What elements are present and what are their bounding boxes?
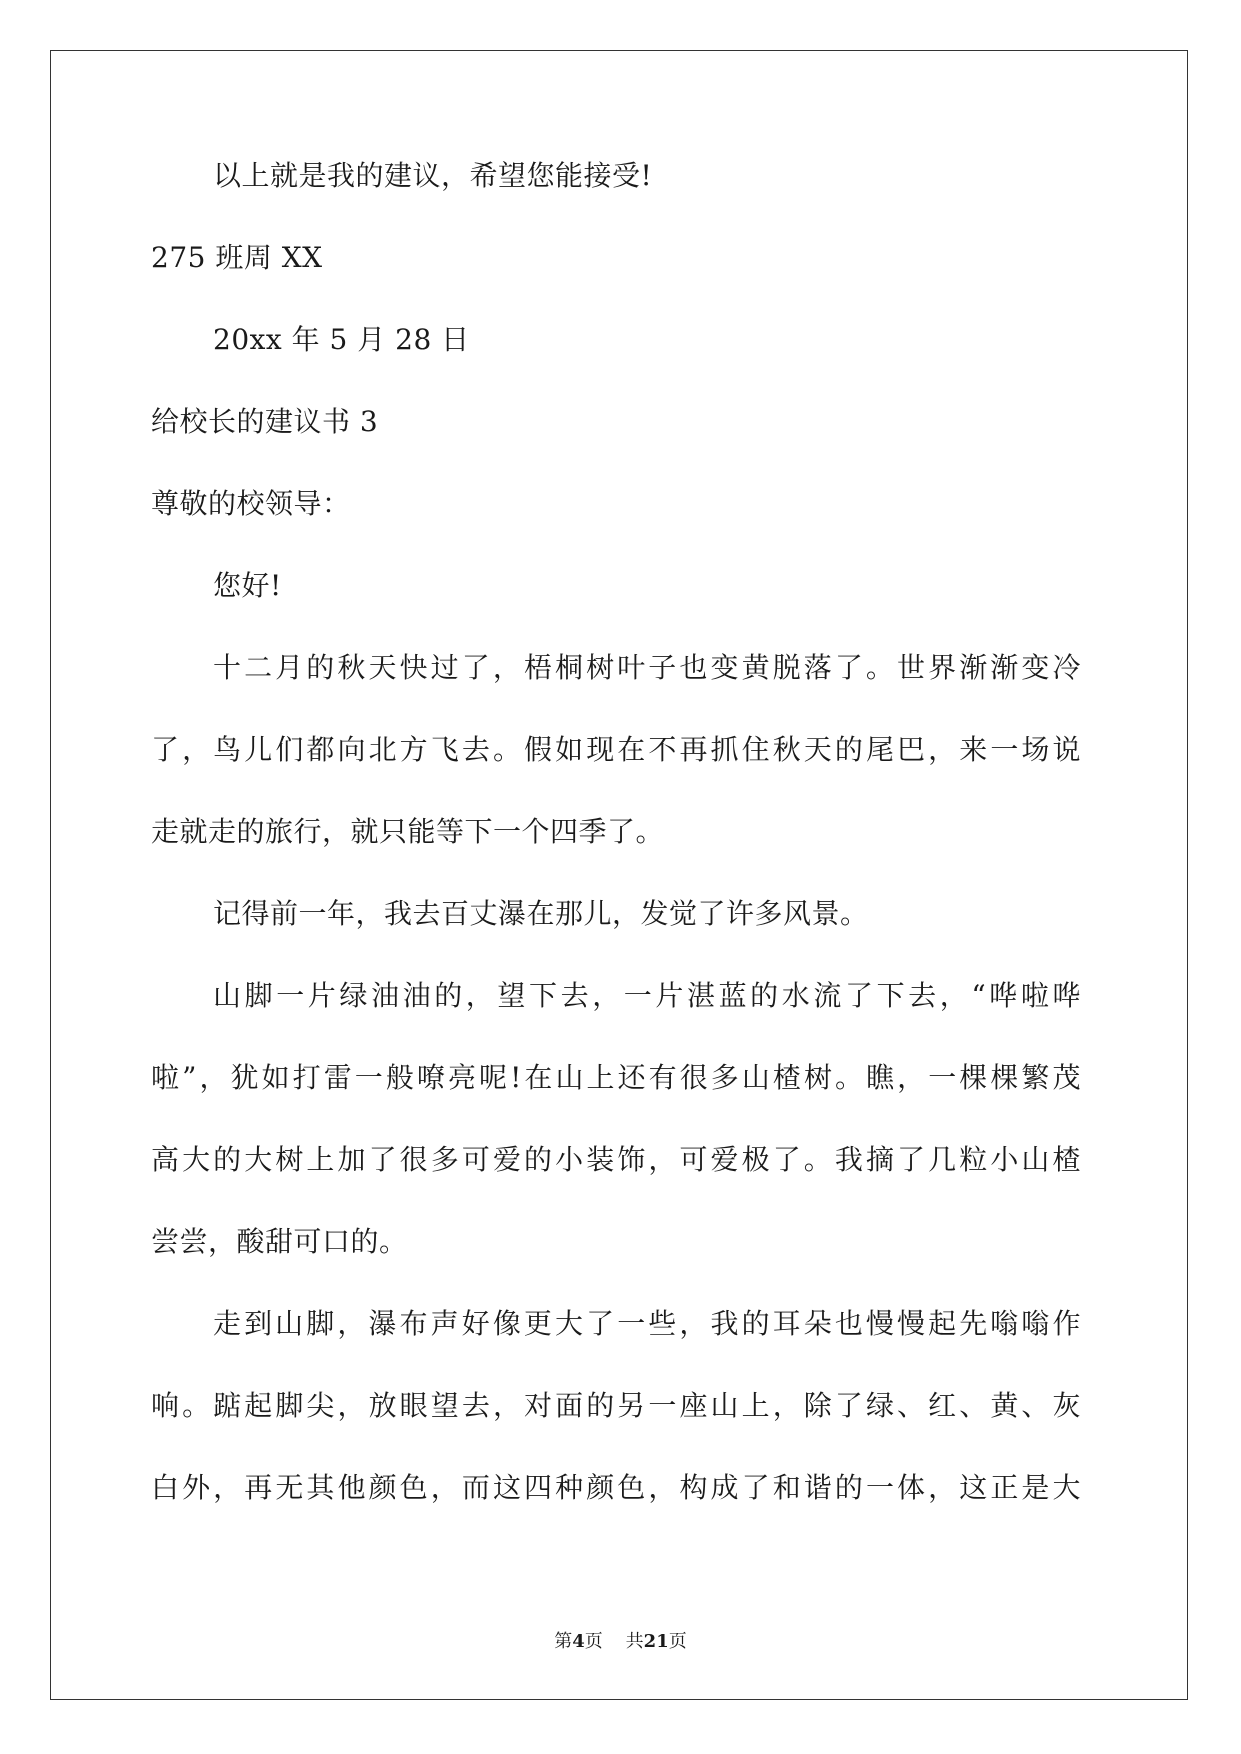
page-footer (0, 1630, 1241, 1654)
paragraph-line: 十二月的秋天快过了，梧桐树叶子也变黄脱落了。世界渐渐变冷 (213, 651, 1081, 684)
paragraph-line: 了，鸟儿们都向北方飞去。假如现在不再抓住秋天的尾巴，来一场说 (151, 733, 1081, 766)
paragraph-line: 啦”，犹如打雷一般嘹亮呢!在山上还有很多山楂树。瞧，一棵棵繁茂 (151, 1061, 1081, 1094)
paragraph-line: 记得前一年，我去百丈瀑在那儿，发觉了许多风景。 (213, 897, 869, 930)
footer-page-number: 4 (572, 1631, 585, 1652)
signature-name: 275 班周 XX (151, 241, 323, 274)
greeting: 您好! (213, 569, 282, 602)
paragraph-line: 山脚一片绿油油的，望下去，一片湛蓝的水流了下去，“哗啦哗 (213, 979, 1081, 1012)
paragraph-line: 高大的大树上加了很多可爱的小装饰，可爱极了。我摘了几粒小山楂 (151, 1143, 1081, 1176)
paragraph-line: 白外，再无其他颜色，而这四种颜色，构成了和谐的一体，这正是大 (151, 1471, 1081, 1504)
page-border (50, 50, 1188, 1700)
salutation: 尊敬的校领导： (151, 487, 351, 520)
paragraph-line: 走到山脚，瀑布声好像更大了一些，我的耳朵也慢慢起先嗡嗡作 (213, 1307, 1081, 1340)
closing-line: 以上就是我的建议，希望您能接受! (213, 159, 653, 192)
paragraph-line: 尝尝，酸甜可口的。 (151, 1225, 408, 1258)
footer-total-unit: 页 (668, 1631, 687, 1652)
paragraph-line: 响。踮起脚尖，放眼望去，对面的另一座山上，除了绿、红、黄、灰 (151, 1389, 1081, 1422)
signature-date: 20xx 年 5 月 28 日 (213, 323, 470, 356)
footer-total-prefix: 共 (625, 1631, 644, 1652)
footer-page-unit: 页 (584, 1631, 603, 1652)
footer-total-pages: 21 (643, 1631, 669, 1652)
paragraph-line: 走就走的旅行，就只能等下一个四季了。 (151, 815, 665, 848)
section-title: 给校长的建议书 3 (151, 405, 379, 438)
footer-prefix: 第 (554, 1631, 573, 1652)
